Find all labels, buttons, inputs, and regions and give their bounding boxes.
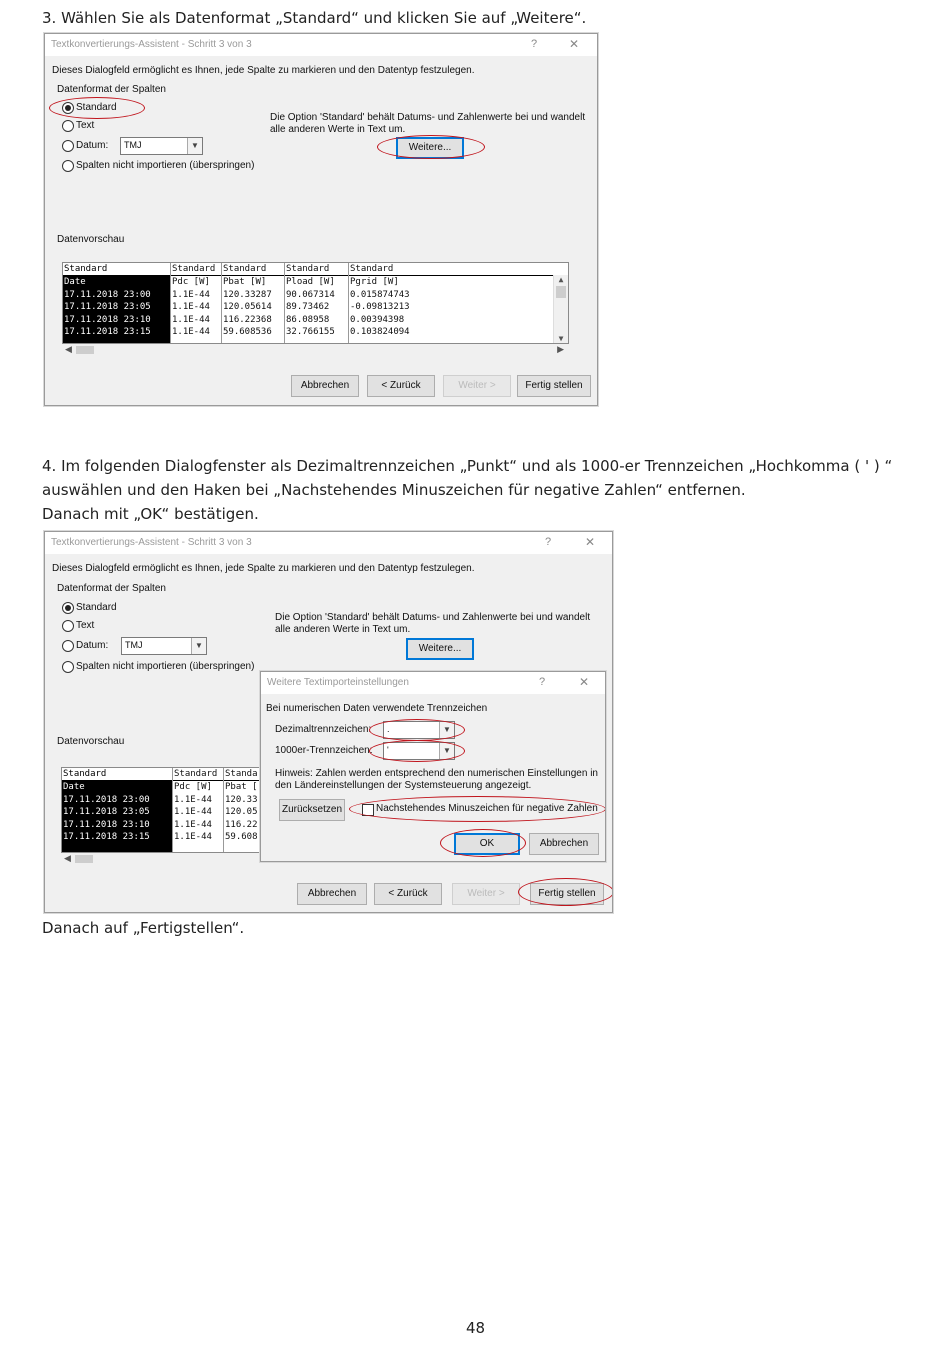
radio-text[interactable]	[62, 120, 74, 132]
hint-line1: Hinweis: Zahlen werden entsprechend den numerischen Einstellungen in	[275, 768, 598, 779]
next-button[interactable]: Weiter >	[452, 883, 520, 905]
preview-cell: 120.33287	[223, 289, 272, 300]
dialog-intro: Dieses Dialogfeld ermöglicht es Ihnen, jede Spalte zu markieren und den Datentyp festzulegen.	[52, 65, 475, 76]
preview-cell: Pdc [W]	[172, 277, 210, 287]
highlight-ring-more	[377, 135, 485, 159]
preview-cell: 17.11.2018 23:15	[64, 327, 151, 337]
reset-button[interactable]: Zurücksetzen	[279, 799, 345, 821]
preview-cell: 17.11.2018 23:10	[64, 314, 151, 325]
preview-cell: Pbat [	[225, 782, 258, 792]
standard-note-line1: Die Option 'Standard' behält Datums- und Zahlenwerte bei und wandelt	[275, 612, 591, 623]
radio-text[interactable]	[62, 620, 74, 632]
preview-column-header[interactable]: Standard	[171, 263, 221, 276]
highlight-ring-trailing-minus	[349, 796, 606, 822]
preview-cell: Pdc [W]	[174, 782, 212, 792]
radio-standard-label[interactable]: Standard	[76, 102, 117, 113]
decimal-separator-value: .	[387, 724, 390, 734]
preview-label: Datenvorschau	[57, 234, 125, 245]
preview-cell: 1.1E-44	[172, 302, 210, 312]
preview-column-header[interactable]: Standard	[62, 768, 172, 781]
preview-cell: 0.103824094	[350, 327, 410, 337]
preview-cell: Pload [W]	[286, 277, 335, 287]
date-format-value: TMJ	[124, 140, 142, 150]
preview-cell: 1.1E-44	[174, 794, 212, 805]
preview-cell: Pgrid [W]	[350, 277, 399, 287]
highlight-ring-decimal	[369, 719, 465, 741]
preview-cell: 0.015874743	[350, 289, 410, 300]
radio-text-label[interactable]: Text	[76, 620, 95, 631]
date-format-select[interactable]	[121, 637, 207, 655]
standard-note-line2: alle anderen Werte in Text um.	[270, 124, 406, 135]
chevron-down-icon[interactable]: ▼	[187, 138, 202, 154]
preview-cell: 120.33	[225, 794, 258, 805]
preview-cell: 1.1E-44	[174, 819, 212, 830]
scroll-thumb[interactable]	[556, 286, 566, 298]
preview-column[interactable]	[62, 768, 173, 852]
cancel-button[interactable]: Abbrechen	[291, 375, 359, 397]
preview-column-header[interactable]: Standard	[349, 263, 554, 276]
scroll-thumb[interactable]	[76, 346, 94, 354]
preview-cell: 116.22368	[223, 314, 272, 325]
highlight-ring-thousands	[369, 740, 465, 762]
separator-group-label: Bei numerischen Daten verwendete Trennzeichen	[266, 703, 488, 714]
preview-column[interactable]	[222, 263, 285, 343]
close-icon[interactable]: ✕	[569, 37, 580, 51]
radio-skip-label[interactable]: Spalten nicht importieren (überspringen)	[76, 160, 255, 171]
subdialog-title: Weitere Textimporteinstellungen	[267, 677, 409, 688]
hint-line2: den Ländereinstellungen der Systemsteuerung angezeigt.	[275, 780, 532, 791]
radio-skip-label[interactable]: Spalten nicht importieren (überspringen)	[76, 661, 255, 672]
trailing-minus-label[interactable]: Nachstehendes Minuszeichen für negative Zahlen	[376, 803, 598, 814]
preview-cell: 1.1E-44	[172, 327, 210, 337]
more-button[interactable]: Weitere...	[396, 137, 464, 159]
scroll-thumb[interactable]	[75, 855, 93, 863]
preview-column-header[interactable]: Standard	[173, 768, 223, 781]
scroll-down-icon[interactable]: ▼	[558, 334, 564, 343]
horizontal-scrollbar[interactable]	[62, 344, 567, 356]
step4-instruction-line1: 4. Im folgenden Dialogfenster als Dezimaltrennzeichen „Punkt“ und als 1000-er Trennzeichen „Hochkomma ( ' ) “	[42, 457, 893, 475]
dialog-title: Textkonvertierungs-Assistent - Schritt 3 von 3	[51, 537, 252, 548]
dialog-title: Textkonvertierungs-Assistent - Schritt 3 von 3	[51, 39, 252, 50]
preview-cell: 1.1E-44	[174, 807, 212, 817]
back-button[interactable]: < Zurück	[367, 375, 435, 397]
scroll-left-icon[interactable]: ◀	[65, 344, 72, 354]
preview-cell: Date	[63, 782, 85, 792]
standard-note-line1: Die Option 'Standard' behält Datums- und Zahlenwerte bei und wandelt	[270, 112, 586, 123]
preview-cell: 1.1E-44	[172, 314, 210, 325]
radio-date[interactable]	[62, 640, 74, 652]
more-button[interactable]: Weitere...	[406, 638, 474, 660]
preview-column-header[interactable]: Standard	[222, 263, 284, 276]
help-icon[interactable]: ?	[539, 676, 546, 688]
chevron-down-icon[interactable]: ▼	[439, 722, 454, 738]
preview-cell: 17.11.2018 23:00	[63, 794, 150, 805]
preview-cell: 120.05614	[223, 302, 272, 312]
text-import-wizard-dialog-step4	[44, 531, 613, 913]
text-import-wizard-dialog-step3	[44, 33, 598, 406]
scroll-left-icon[interactable]: ◀	[64, 853, 71, 863]
data-preview	[62, 262, 569, 344]
subdialog-title-bar	[261, 672, 605, 694]
preview-label: Datenvorschau	[57, 736, 125, 747]
finish-button[interactable]: Fertig stellen	[517, 375, 591, 397]
preview-cell: 86.08958	[286, 314, 330, 325]
preview-cell: 59.608	[225, 832, 258, 842]
preview-column[interactable]	[285, 263, 349, 343]
scroll-right-icon[interactable]: ▶	[557, 344, 564, 354]
finish-button[interactable]: Fertig stellen	[530, 883, 604, 905]
radio-date-label[interactable]: Datum:	[76, 640, 109, 651]
preview-column-header[interactable]: Standard	[285, 263, 348, 276]
preview-column[interactable]	[171, 263, 222, 343]
close-icon[interactable]: ✕	[579, 675, 590, 689]
vertical-scrollbar[interactable]	[553, 275, 568, 343]
radio-skip[interactable]	[62, 661, 74, 673]
preview-cell: 17.11.2018 23:05	[63, 807, 150, 817]
preview-cell: 120.05	[225, 807, 258, 817]
highlight-ring-finish	[518, 878, 613, 906]
standard-note-line2: alle anderen Werte in Text um.	[275, 624, 411, 635]
radio-standard-label[interactable]: Standard	[76, 602, 117, 613]
preview-cell: 1.1E-44	[172, 289, 210, 300]
radio-skip[interactable]	[62, 160, 74, 172]
radio-date[interactable]	[62, 140, 74, 152]
preview-cell: 17.11.2018 23:00	[64, 289, 151, 300]
preview-cell: 116.22	[225, 819, 258, 830]
preview-column[interactable]	[63, 263, 171, 343]
preview-column-header[interactable]: Standa	[224, 768, 263, 781]
scroll-up-icon[interactable]: ▲	[558, 275, 564, 284]
thousands-separator-value: '	[387, 745, 389, 755]
title-bar	[45, 34, 597, 56]
format-group-label: Datenformat der Spalten	[57, 84, 166, 95]
close-icon[interactable]: ✕	[585, 535, 596, 549]
preview-cell: Pbat [W]	[223, 277, 267, 287]
preview-cell: 0.00394398	[350, 314, 405, 325]
preview-cell: 17.11.2018 23:05	[64, 302, 151, 312]
decimal-separator-label: Dezimaltrennzeichen:	[275, 724, 372, 735]
preview-cell: Date	[64, 277, 86, 287]
step4-instruction-line2: auswählen und den Haken bei „Nachstehendes Minuszeichen für negative Zahlen“ entfernen.	[42, 481, 746, 499]
preview-column[interactable]	[224, 768, 263, 852]
dialog-intro: Dieses Dialogfeld ermöglicht es Ihnen, jede Spalte zu markieren und den Datentyp festzulegen.	[52, 563, 475, 574]
preview-cell: 1.1E-44	[174, 832, 212, 842]
date-format-select[interactable]	[120, 137, 203, 155]
preview-cell: 90.067314	[286, 289, 335, 300]
chevron-down-icon[interactable]: ▼	[439, 743, 454, 759]
back-button[interactable]: < Zurück	[374, 883, 442, 905]
preview-cell: 89.73462	[286, 302, 330, 312]
preview-column-header[interactable]: Standard	[63, 263, 170, 276]
radio-text-label[interactable]: Text	[76, 120, 95, 131]
data-preview	[61, 767, 263, 853]
thousands-separator-label: 1000er-Trennzeichen:	[275, 745, 373, 756]
preview-cell: 17.11.2018 23:10	[63, 819, 150, 830]
radio-standard[interactable]	[62, 602, 74, 614]
highlight-ring-standard	[49, 97, 145, 119]
preview-cell: 17.11.2018 23:15	[63, 832, 150, 842]
preview-column[interactable]	[173, 768, 224, 852]
ok-button[interactable]: OK	[454, 833, 520, 855]
preview-cell: -0.09813213	[350, 302, 410, 312]
cancel-button[interactable]: Abbrechen	[297, 883, 367, 905]
highlight-ring-ok	[440, 829, 526, 857]
help-icon[interactable]: ?	[545, 536, 552, 548]
title-bar	[45, 532, 612, 554]
chevron-down-icon[interactable]: ▼	[191, 638, 206, 654]
radio-date-label[interactable]: Datum:	[76, 140, 109, 151]
more-text-import-settings-dialog	[260, 671, 606, 862]
page-number: 48	[466, 1319, 486, 1337]
date-format-value: TMJ	[125, 640, 143, 650]
next-button[interactable]: Weiter >	[443, 375, 511, 397]
preview-cell: 59.608536	[223, 327, 272, 337]
preview-column[interactable]	[349, 263, 554, 343]
preview-cell: 32.766155	[286, 327, 335, 337]
format-group-label: Datenformat der Spalten	[57, 583, 166, 594]
horizontal-scrollbar[interactable]	[61, 853, 261, 865]
subdialog-cancel-button[interactable]: Abbrechen	[529, 833, 599, 855]
step4-instruction-line3: Danach mit „OK“ bestätigen.	[42, 505, 259, 523]
after-instruction: Danach auf „Fertigstellen“.	[42, 919, 245, 937]
help-icon[interactable]: ?	[531, 38, 538, 50]
step3-instruction: 3. Wählen Sie als Datenformat „Standard“ und klicken Sie auf „Weitere“.	[42, 9, 587, 27]
